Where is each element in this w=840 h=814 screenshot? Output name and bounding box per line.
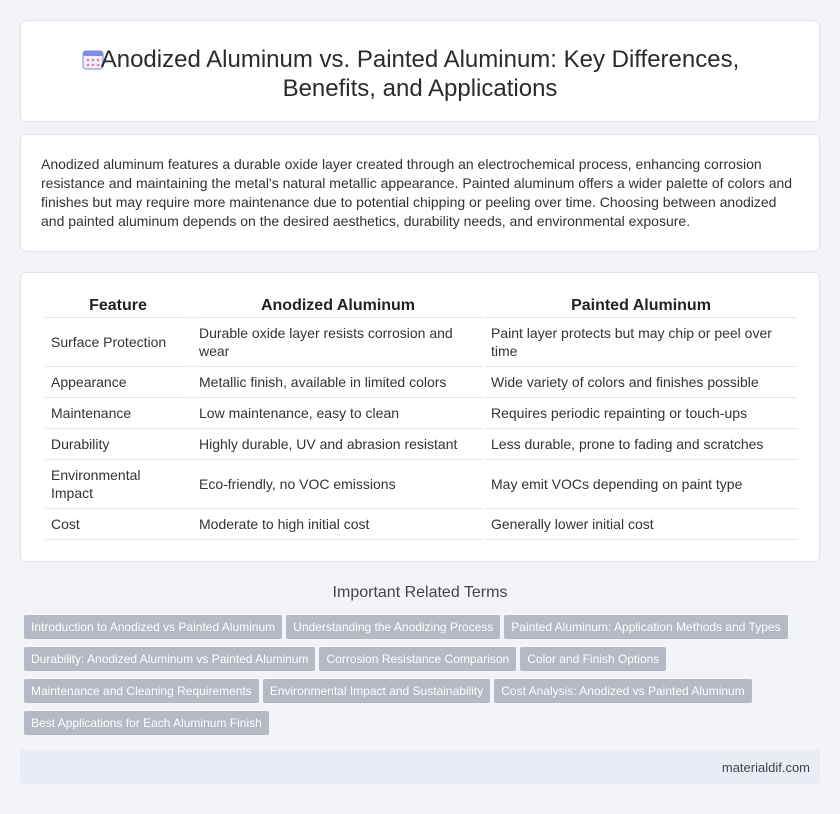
table-cell: Appearance <box>45 367 191 398</box>
table-cell: May emit VOCs depending on paint type <box>485 460 797 509</box>
related-terms-list <box>24 615 824 743</box>
related-term-tag[interactable]: Corrosion Resistance Comparison <box>319 647 516 671</box>
table-cell: Requires periodic repainting or touch-ups <box>485 398 797 429</box>
table-row <box>45 398 797 429</box>
table-cell: Generally lower initial cost <box>485 509 797 540</box>
footer <box>20 750 820 784</box>
intro-paragraph: Anodized aluminum features a durable oxide layer created through an electrochemical process, enhancing corrosion resistance and maintaining the metal's natural metallic appearance. Painted aluminum offers a wider palette of colors and finishes but may require more maintenance due to potential chipping or peeling over time. Choosing between anodized and painted aluminum depends on the desired aesthetics, durability needs, and environmental exposure. <box>41 156 793 229</box>
related-terms-heading: Important Related Terms <box>332 584 508 601</box>
table-cell: Eco-friendly, no VOC emissions <box>193 460 483 509</box>
comparison-card <box>20 272 820 562</box>
table-cell: Highly durable, UV and abrasion resistant <box>193 429 483 460</box>
footer-site-link[interactable]: materialdif.com <box>721 760 810 775</box>
table-cell: Durable oxide layer resists corrosion and wear <box>193 318 483 367</box>
related-term-tag[interactable]: Maintenance and Cleaning Requirements <box>24 679 259 703</box>
page-title <box>21 45 819 103</box>
related-term-tag[interactable]: Environmental Impact and Sustainability <box>263 679 490 703</box>
column-header: Anodized Aluminum <box>193 293 483 318</box>
related-term-tag[interactable]: Color and Finish Options <box>520 647 666 671</box>
table-row <box>45 318 797 367</box>
table-cell: Moderate to high initial cost <box>193 509 483 540</box>
table-cell: Maintenance <box>45 398 191 429</box>
related-term-tag[interactable]: Introduction to Anodized vs Painted Aluminum <box>24 615 282 639</box>
intro-card <box>20 134 820 252</box>
related-term-tag[interactable]: Understanding the Anodizing Process <box>286 615 500 639</box>
header-card <box>20 20 820 122</box>
table-cell: Low maintenance, easy to clean <box>193 398 483 429</box>
related-term-tag[interactable]: Cost Analysis: Anodized vs Painted Aluminum <box>494 679 751 703</box>
table-row <box>45 509 797 540</box>
related-term-tag[interactable]: Painted Aluminum: Application Methods and Types <box>504 615 787 639</box>
related-term-tag[interactable]: Durability: Anodized Aluminum vs Painted Aluminum <box>24 647 315 671</box>
comparison-table <box>43 293 799 540</box>
table-row <box>45 429 797 460</box>
table-cell: Metallic finish, available in limited colors <box>193 367 483 398</box>
page-title-line2: Benefits, and Applications <box>282 75 558 102</box>
table-cell: Cost <box>45 509 191 540</box>
table-row <box>45 367 797 398</box>
table-cell: Wide variety of colors and finishes possible <box>485 367 797 398</box>
table-cell: Surface Protection <box>45 318 191 367</box>
table-cell: Environmental Impact <box>45 460 191 509</box>
table-cell: Less durable, prone to fading and scratches <box>485 429 797 460</box>
page-title-line1: Anodized Aluminum vs. Painted Aluminum: Key Differences, <box>100 46 740 73</box>
table-row <box>45 460 797 509</box>
related-term-tag[interactable]: Best Applications for Each Aluminum Finish <box>24 711 269 735</box>
column-header: Feature <box>45 293 191 318</box>
table-cell: Durability <box>45 429 191 460</box>
table-cell: Paint layer protects but may chip or peel over time <box>485 318 797 367</box>
column-header: Painted Aluminum <box>485 293 797 318</box>
table-header-row <box>45 293 797 318</box>
